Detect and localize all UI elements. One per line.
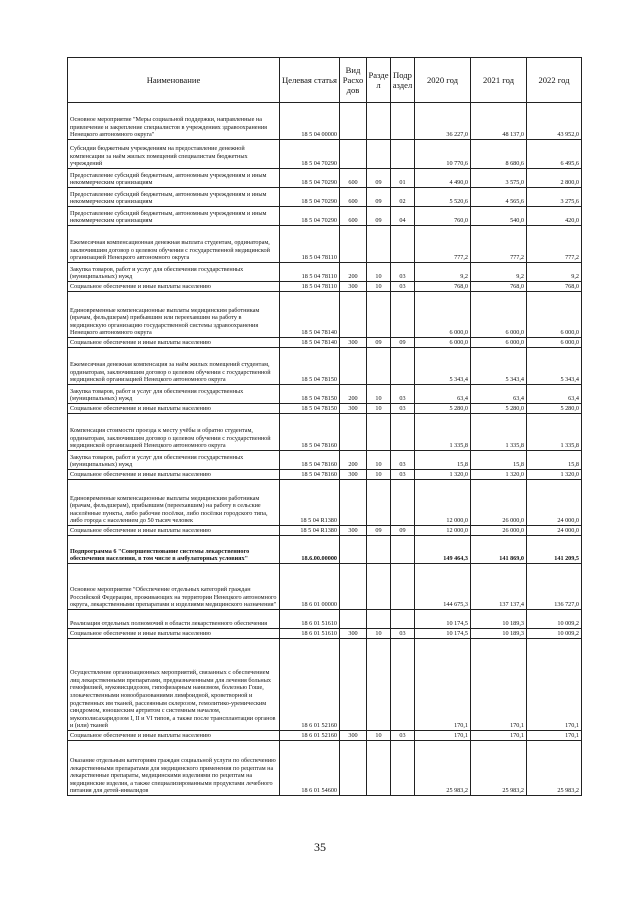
row-expense-type-cell: 200 [340, 451, 367, 470]
table-row [68, 385, 582, 404]
row-value-2021-cell: 777,2 [471, 226, 527, 263]
row-section-cell [367, 140, 391, 169]
row-target-code-cell: 18 5 04 R1380 [280, 526, 340, 536]
row-value-2022-cell: 170,1 [527, 639, 582, 731]
row-expense-type-cell: 300 [340, 526, 367, 536]
row-value-2022-cell: 24 000,0 [527, 526, 582, 536]
row-target-code-cell: 18 5 04 70290 [280, 207, 340, 226]
row-section-cell: 10 [367, 263, 391, 282]
table-row [68, 451, 582, 470]
row-value-2020-cell: 10 770,6 [415, 140, 471, 169]
row-section-cell: 10 [367, 629, 391, 639]
row-expense-type-cell: 600 [340, 207, 367, 226]
row-value-2022-cell: 3 275,6 [527, 188, 582, 207]
row-value-2021-cell: 10 189,3 [471, 629, 527, 639]
row-subsection-cell [391, 564, 415, 610]
row-target-code-cell: 18 5 04 78110 [280, 226, 340, 263]
row-value-2021-cell: 768,0 [471, 282, 527, 292]
row-subsection-cell [391, 292, 415, 338]
row-value-2022-cell: 9,2 [527, 263, 582, 282]
row-target-code-cell: 18 6 01 51610 [280, 610, 340, 629]
row-section-cell [367, 103, 391, 140]
row-value-2022-cell: 141 209,5 [527, 536, 582, 564]
table-row [68, 414, 582, 451]
row-subsection-cell: 03 [391, 263, 415, 282]
row-value-2020-cell: 777,2 [415, 226, 471, 263]
row-subsection-cell: 03 [391, 282, 415, 292]
row-value-2021-cell: 5 280,0 [471, 404, 527, 414]
row-target-code-cell: 18 5 04 78140 [280, 292, 340, 338]
table-row [68, 526, 582, 536]
row-value-2020-cell: 10 174,5 [415, 629, 471, 639]
row-section-cell [367, 639, 391, 731]
row-target-code-cell: 18 6 01 00000 [280, 564, 340, 610]
row-subsection-cell [391, 348, 415, 385]
row-value-2022-cell: 768,0 [527, 282, 582, 292]
row-subsection-cell: 09 [391, 338, 415, 348]
row-value-2021-cell: 1 335,8 [471, 414, 527, 451]
row-value-2022-cell: 6 000,0 [527, 338, 582, 348]
row-name-cell: Социальное обеспечение и иные выплаты населению [68, 338, 280, 348]
row-name-cell: Субсидии бюджетным учреждениям на предоставление денежной компенсации за наём жилых помещений специалистам бюджетных учреждений [68, 140, 280, 169]
row-subsection-cell: 03 [391, 629, 415, 639]
table-row [68, 292, 582, 338]
row-name-cell: Закупка товаров, работ и услуг для обеспечения государственных (муниципальных) нужд [68, 263, 280, 282]
row-subsection-cell: 03 [391, 451, 415, 470]
row-section-cell [367, 536, 391, 564]
row-subsection-cell [391, 536, 415, 564]
table-row [68, 207, 582, 226]
row-value-2022-cell: 24 000,0 [527, 480, 582, 526]
row-section-cell: 09 [367, 207, 391, 226]
row-section-cell: 09 [367, 526, 391, 536]
row-section-cell: 10 [367, 385, 391, 404]
row-target-code-cell: 18 5 04 00000 [280, 103, 340, 140]
row-target-code-cell: 18 5 04 R1380 [280, 480, 340, 526]
row-value-2021-cell: 26 000,0 [471, 480, 527, 526]
row-expense-type-cell: 300 [340, 404, 367, 414]
row-subsection-cell [391, 414, 415, 451]
table-row [68, 404, 582, 414]
row-subsection-cell: 03 [391, 731, 415, 741]
row-value-2021-cell: 137 137,4 [471, 564, 527, 610]
row-value-2021-cell: 10 189,3 [471, 610, 527, 629]
header-expense-type: Вид Расхо дов [340, 58, 367, 103]
row-value-2020-cell: 5 280,0 [415, 404, 471, 414]
row-value-2022-cell: 6 495,6 [527, 140, 582, 169]
row-name-cell: Социальное обеспечение и иные выплаты населению [68, 404, 280, 414]
row-subsection-cell [391, 639, 415, 731]
row-value-2020-cell: 1 335,8 [415, 414, 471, 451]
row-value-2020-cell: 144 675,3 [415, 564, 471, 610]
row-expense-type-cell: 600 [340, 188, 367, 207]
row-name-cell: Компенсация стоимости проезда к месту учёбы и обратно студентам, ординаторам, заключившим договор о целевом обучении с государственной медицинской организацией Ненецкого автономного округа [68, 414, 280, 451]
row-section-cell: 09 [367, 169, 391, 188]
row-value-2020-cell: 1 320,0 [415, 470, 471, 480]
row-name-cell: Предоставление субсидий бюджетным, автономным учреждениям и иным некоммерческим организациям [68, 207, 280, 226]
row-expense-type-cell: 300 [340, 282, 367, 292]
row-value-2021-cell: 25 983,2 [471, 741, 527, 796]
row-value-2020-cell: 170,1 [415, 731, 471, 741]
row-value-2022-cell: 15,8 [527, 451, 582, 470]
row-name-cell: Социальное обеспечение и иные выплаты населению [68, 282, 280, 292]
row-expense-type-cell [340, 741, 367, 796]
table-row [68, 338, 582, 348]
row-subsection-cell: 03 [391, 404, 415, 414]
row-target-code-cell: 18 5 04 70290 [280, 169, 340, 188]
table-row [68, 564, 582, 610]
row-expense-type-cell [340, 639, 367, 731]
row-value-2021-cell: 48 137,0 [471, 103, 527, 140]
row-value-2020-cell: 12 000,0 [415, 480, 471, 526]
row-target-code-cell: 18 5 04 70290 [280, 140, 340, 169]
table-row [68, 348, 582, 385]
row-value-2021-cell: 3 575,0 [471, 169, 527, 188]
row-target-code-cell: 18 5 04 78140 [280, 338, 340, 348]
table-row [68, 610, 582, 629]
row-expense-type-cell: 300 [340, 338, 367, 348]
row-value-2022-cell: 5 280,0 [527, 404, 582, 414]
table-row [68, 639, 582, 731]
row-expense-type-cell: 300 [340, 470, 367, 480]
table-row [68, 103, 582, 140]
row-value-2022-cell: 10 009,2 [527, 610, 582, 629]
row-value-2022-cell: 1 335,8 [527, 414, 582, 451]
row-value-2020-cell: 5 343,4 [415, 348, 471, 385]
row-subsection-cell: 01 [391, 169, 415, 188]
table-row [68, 629, 582, 639]
row-expense-type-cell: 600 [340, 169, 367, 188]
row-value-2022-cell: 43 952,0 [527, 103, 582, 140]
row-section-cell [367, 226, 391, 263]
row-target-code-cell: 18 5 04 78160 [280, 470, 340, 480]
row-expense-type-cell: 200 [340, 263, 367, 282]
table-row [68, 282, 582, 292]
row-section-cell: 10 [367, 731, 391, 741]
row-target-code-cell: 18 5 04 78150 [280, 348, 340, 385]
row-subsection-cell [391, 226, 415, 263]
row-name-cell: Предоставление субсидий бюджетным, автономным учреждениям и иным некоммерческим организациям [68, 188, 280, 207]
page-number: 35 [314, 840, 326, 854]
row-name-cell: Закупка товаров, работ и услуг для обеспечения государственных (муниципальных) нужд [68, 451, 280, 470]
row-subsection-cell [391, 741, 415, 796]
row-value-2021-cell: 5 343,4 [471, 348, 527, 385]
row-value-2022-cell: 10 009,2 [527, 629, 582, 639]
table-row [68, 480, 582, 526]
row-section-cell [367, 741, 391, 796]
row-name-cell: Социальное обеспечение и иные выплаты населению [68, 526, 280, 536]
row-expense-type-cell [340, 103, 367, 140]
row-value-2020-cell: 768,0 [415, 282, 471, 292]
row-value-2021-cell: 170,1 [471, 731, 527, 741]
table-row [68, 169, 582, 188]
row-expense-type-cell: 300 [340, 731, 367, 741]
row-name-cell: Единовременные компенсационные выплаты медицинским работникам (врачам, фельдшерам) прибывшим или переехавшим на работу в медицинскую организацию государственной системы здравоохранения Ненецкого автономного округа [68, 292, 280, 338]
row-value-2021-cell: 4 565,6 [471, 188, 527, 207]
header-name: Наименование [68, 58, 280, 103]
row-subsection-cell [391, 610, 415, 629]
row-target-code-cell: 18 5 04 78150 [280, 404, 340, 414]
row-expense-type-cell: 300 [340, 629, 367, 639]
row-value-2021-cell: 8 680,6 [471, 140, 527, 169]
row-section-cell [367, 348, 391, 385]
row-value-2020-cell: 36 227,0 [415, 103, 471, 140]
budget-table [67, 57, 582, 796]
row-section-cell [367, 292, 391, 338]
row-value-2020-cell: 760,0 [415, 207, 471, 226]
row-name-cell: Социальное обеспечение и иные выплаты населению [68, 470, 280, 480]
table-row [68, 263, 582, 282]
row-subsection-cell: 03 [391, 470, 415, 480]
row-value-2021-cell: 15,8 [471, 451, 527, 470]
row-expense-type-cell [340, 414, 367, 451]
row-name-cell: Ежемесячная компенсационная денежная выплата студентам, ординаторам, заключившим договор о целевом обучении с государственной медицинской организацией Ненецкого автономного округа [68, 226, 280, 263]
table-row [68, 470, 582, 480]
table-row [68, 741, 582, 796]
row-value-2020-cell: 5 520,6 [415, 188, 471, 207]
table-header-row [68, 58, 582, 103]
row-section-cell [367, 610, 391, 629]
row-value-2020-cell: 170,1 [415, 639, 471, 731]
row-section-cell: 10 [367, 451, 391, 470]
row-value-2022-cell: 2 800,0 [527, 169, 582, 188]
row-name-cell: Единовременные компенсационные выплаты медицинским работникам (врачам, фельдшерам), прибывшим (переехавшим) на работу в сельские населённые пункты, либо рабочие посёлки, либо посёлки городского типа, либо города с населением до 50 тысяч человек [68, 480, 280, 526]
row-section-cell: 10 [367, 404, 391, 414]
row-section-cell: 09 [367, 188, 391, 207]
table-row [68, 226, 582, 263]
row-subsection-cell [391, 480, 415, 526]
row-name-cell: Основное мероприятие "Меры социальной поддержки, направленные на привлечение и закрепление специалистов в учреждениях здравоохранения Ненецкого автономного округа" [68, 103, 280, 140]
row-value-2022-cell: 25 983,2 [527, 741, 582, 796]
row-name-cell: Подпрограмма 6 "Совершенствование системы лекарственного обеспечения населения, в том числе в амбулаторных условиях" [68, 536, 280, 564]
row-expense-type-cell [340, 564, 367, 610]
row-value-2020-cell: 6 000,0 [415, 338, 471, 348]
row-target-code-cell: 18 6 01 51610 [280, 629, 340, 639]
row-expense-type-cell [340, 292, 367, 338]
row-expense-type-cell [340, 226, 367, 263]
row-value-2022-cell: 63,4 [527, 385, 582, 404]
row-value-2022-cell: 5 343,4 [527, 348, 582, 385]
header-year-2020: 2020 год [415, 58, 471, 103]
row-expense-type-cell [340, 140, 367, 169]
row-value-2021-cell: 1 320,0 [471, 470, 527, 480]
row-subsection-cell: 02 [391, 188, 415, 207]
row-name-cell: Ежемесячная денежная компенсация за наём жилых помещений студентам, ординаторам, заключившим договор о целевом обучении с государственной медицинской организацией Ненецкого автономного округа [68, 348, 280, 385]
row-name-cell: Социальное обеспечение и иные выплаты населению [68, 731, 280, 741]
row-value-2020-cell: 9,2 [415, 263, 471, 282]
row-value-2020-cell: 4 490,0 [415, 169, 471, 188]
row-value-2020-cell: 12 000,0 [415, 526, 471, 536]
row-subsection-cell: 04 [391, 207, 415, 226]
row-section-cell [367, 564, 391, 610]
header-target-article: Целевая статья [280, 58, 340, 103]
row-expense-type-cell: 200 [340, 385, 367, 404]
row-name-cell: Осуществление организационных мероприятий, связанных с обеспечением лиц лекарственными препаратами, предназначенными для лечения больных гемофилией, муковисцидозом, гипофизарным нанизмом, болезнью Гоше, злокачественными новообразованиями лимфоидной, кроветворной и родственных им тканей, рассеянным склерозом, гемолитико-уремическим синдромом, юношеским артритом с системным началом, мукополисахаридозом I, II и VI типов, а также после трансплантации органов и (или) тканей [68, 639, 280, 731]
header-year-2021: 2021 год [471, 58, 527, 103]
row-value-2020-cell: 6 000,0 [415, 292, 471, 338]
row-target-code-cell: 18 5 04 78150 [280, 385, 340, 404]
row-target-code-cell: 18.6.00.00000 [280, 536, 340, 564]
header-section: Разде л [367, 58, 391, 103]
row-value-2022-cell: 170,1 [527, 731, 582, 741]
row-subsection-cell: 03 [391, 385, 415, 404]
row-value-2022-cell: 1 320,0 [527, 470, 582, 480]
row-value-2021-cell: 6 000,0 [471, 338, 527, 348]
row-name-cell: Социальное обеспечение и иные выплаты населению [68, 629, 280, 639]
row-target-code-cell: 18 5 04 78160 [280, 451, 340, 470]
header-subsection: Подр аздел [391, 58, 415, 103]
table-row [68, 536, 582, 564]
row-value-2021-cell: 63,4 [471, 385, 527, 404]
row-section-cell: 09 [367, 338, 391, 348]
row-value-2020-cell: 10 174,5 [415, 610, 471, 629]
row-target-code-cell: 18 5 04 78110 [280, 282, 340, 292]
row-expense-type-cell [340, 610, 367, 629]
row-name-cell: Оказание отдельным категориям граждан социальной услуги по обеспечению лекарственными препаратами для медицинского применения по рецептам на лекарственные препараты, медицинскими изделиями по рецептам на медицинские изделия, а также специализированными продуктами лечебного питания для детей-инвалидов [68, 741, 280, 796]
row-value-2022-cell: 420,0 [527, 207, 582, 226]
row-target-code-cell: 18 6 01 52160 [280, 639, 340, 731]
row-value-2022-cell: 136 727,0 [527, 564, 582, 610]
row-value-2022-cell: 6 000,0 [527, 292, 582, 338]
row-target-code-cell: 18 5 04 70290 [280, 188, 340, 207]
row-value-2020-cell: 25 983,2 [415, 741, 471, 796]
table-row [68, 188, 582, 207]
row-value-2021-cell: 26 000,0 [471, 526, 527, 536]
row-subsection-cell: 09 [391, 526, 415, 536]
row-subsection-cell [391, 103, 415, 140]
row-value-2021-cell: 540,0 [471, 207, 527, 226]
row-target-code-cell: 18 6 01 52160 [280, 731, 340, 741]
row-value-2020-cell: 149 464,3 [415, 536, 471, 564]
row-section-cell: 10 [367, 470, 391, 480]
row-subsection-cell [391, 140, 415, 169]
row-section-cell [367, 414, 391, 451]
row-expense-type-cell [340, 536, 367, 564]
row-name-cell: Реализация отдельных полномочий в области лекарственного обеспечения [68, 610, 280, 629]
row-value-2020-cell: 15,8 [415, 451, 471, 470]
row-expense-type-cell [340, 480, 367, 526]
row-name-cell: Предоставление субсидий бюджетным, автономным учреждениям и иным некоммерческим организациям [68, 169, 280, 188]
row-value-2021-cell: 6 000,0 [471, 292, 527, 338]
row-value-2021-cell: 141 869,0 [471, 536, 527, 564]
row-value-2020-cell: 63,4 [415, 385, 471, 404]
row-expense-type-cell [340, 348, 367, 385]
row-value-2021-cell: 9,2 [471, 263, 527, 282]
table-row [68, 140, 582, 169]
header-year-2022: 2022 год [527, 58, 582, 103]
row-target-code-cell: 18 5 04 78110 [280, 263, 340, 282]
row-section-cell [367, 480, 391, 526]
row-name-cell: Закупка товаров, работ и услуг для обеспечения государственных (муниципальных) нужд [68, 385, 280, 404]
row-value-2021-cell: 170,1 [471, 639, 527, 731]
row-name-cell: Основное мероприятие "Обеспечение отдельных категорий граждан Российской Федерации, проживающих на территории Ненецкого автономного округа, лекарственными препаратами и изделиями медицинского назначения" [68, 564, 280, 610]
table-row [68, 731, 582, 741]
row-section-cell: 10 [367, 282, 391, 292]
row-target-code-cell: 18 6 01 54600 [280, 741, 340, 796]
row-target-code-cell: 18 5 04 78160 [280, 414, 340, 451]
row-value-2022-cell: 777,2 [527, 226, 582, 263]
